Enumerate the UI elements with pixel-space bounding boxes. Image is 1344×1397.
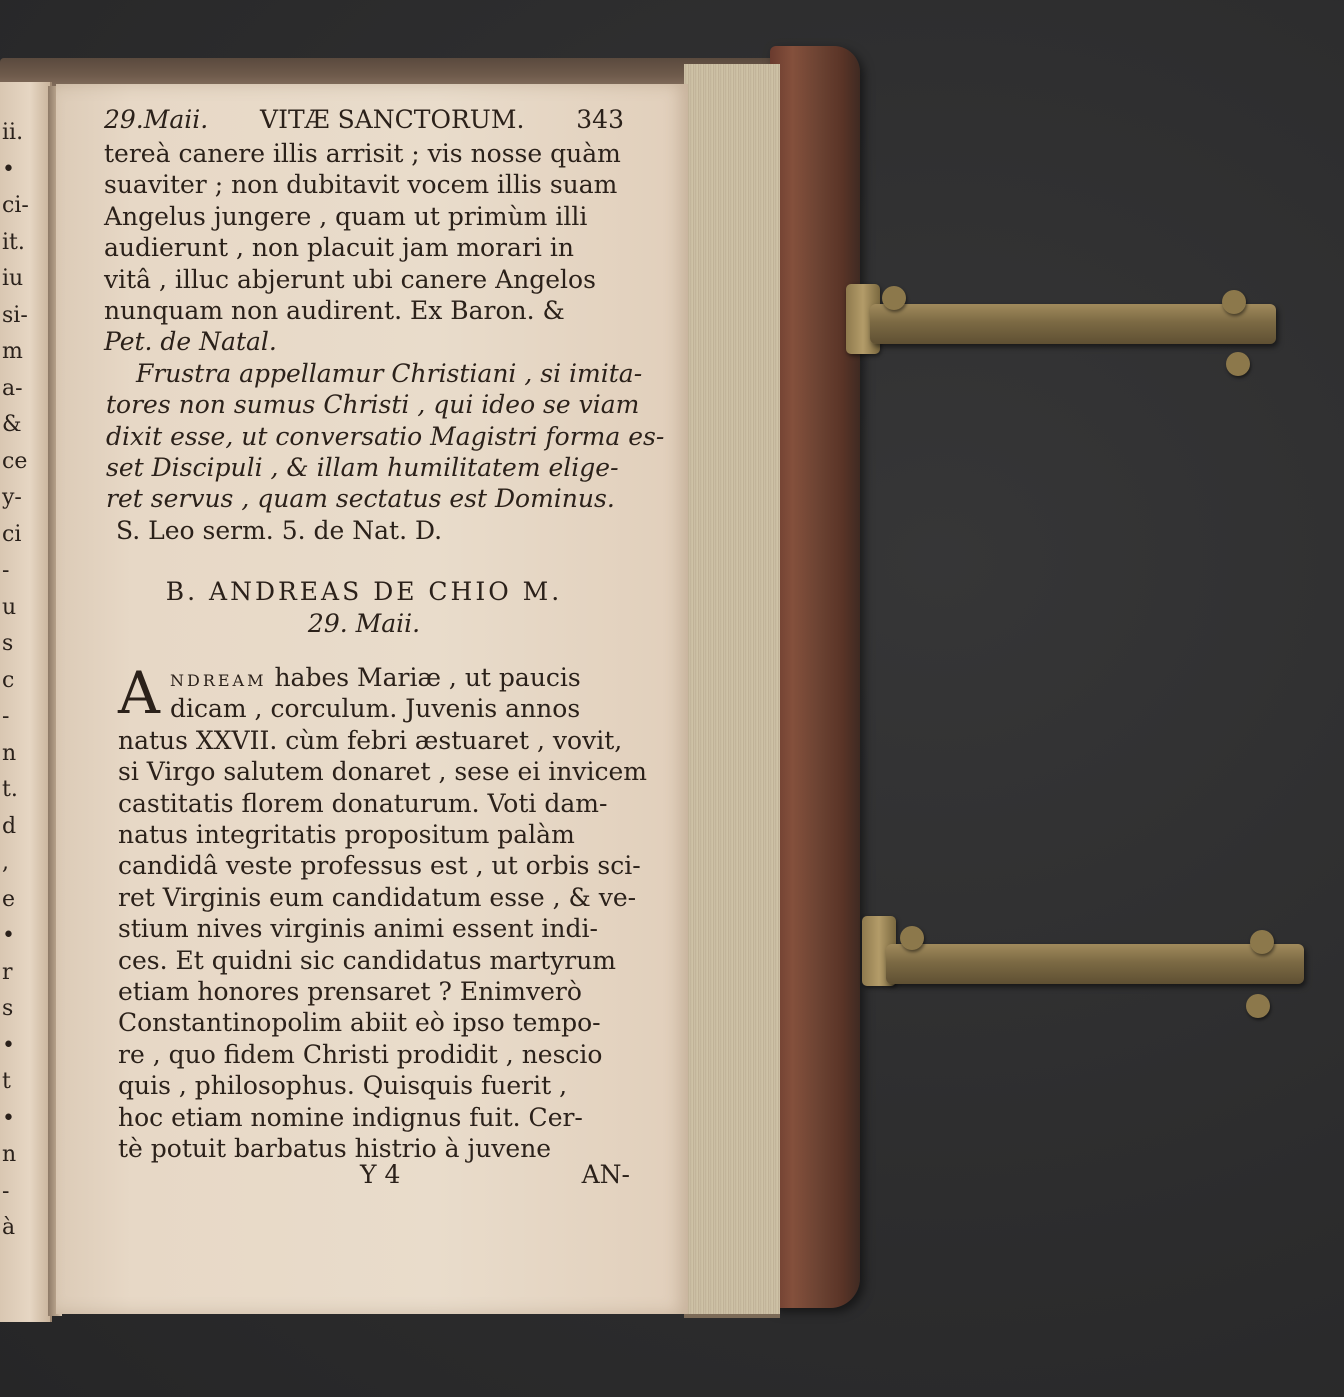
verso-text-fragment: m — [2, 339, 23, 364]
section-title: B. ANDREAS DE CHIO M. — [165, 577, 563, 607]
verso-text-fragment: y- — [2, 485, 22, 510]
verso-text-fragment: ci- — [2, 193, 29, 218]
text-line: nunquam non audirent. Ex Baron. & — [104, 295, 565, 325]
text-line: candidâ veste professus est , ut orbis sci- — [118, 851, 641, 881]
signature-mark: Y 4 — [360, 1160, 401, 1189]
text-line: tereà canere illis arrisit ; vis nosse quàm — [104, 139, 621, 168]
verso-text-fragment: , — [2, 850, 9, 875]
page-block-fore-edge — [684, 64, 780, 1318]
paragraph-2 — [104, 659, 648, 1164]
verso-text-fragment: ii. — [2, 120, 24, 145]
text-line: quis , philosophus. Quisquis fuerit , — [118, 1071, 568, 1101]
verso-text-fragment: - — [2, 1178, 10, 1204]
text-line: vitâ , illuc abjerunt ubi canere Angelos — [104, 264, 596, 294]
text-line: ret Virginis eum candidatum esse , & ve- — [118, 882, 637, 912]
text-line: castitatis florem donaturum. Voti dam- — [118, 788, 608, 818]
verso-page-fragment — [0, 82, 52, 1322]
verso-text-fragment: n — [2, 1142, 17, 1167]
verso-text-fragment: si- — [2, 302, 28, 328]
quote-line: tores non sumus Christi , qui ideo se viam — [106, 390, 640, 420]
verso-text-fragment: - — [2, 704, 10, 729]
quote-block — [104, 358, 665, 546]
quote-source: S. Leo serm. 5. de Nat. D. — [116, 515, 443, 545]
text-line: habes Mariæ , ut paucis — [274, 663, 581, 693]
running-head-title: VITÆ SANCTORUM. — [260, 105, 525, 134]
verso-text-fragment: à — [2, 1215, 16, 1240]
text-line: hoc etiam nomine indignus fuit. Cer- — [118, 1102, 583, 1132]
verso-text-fragment: a- — [2, 375, 23, 401]
text-line: etiam honores prensaret ? Enimverò — [118, 976, 582, 1006]
quote-line: set Discipuli , & illam humilitatem elige- — [106, 452, 619, 482]
text-line: dicam , corculum. Juvenis annos — [170, 694, 581, 724]
text-line: suaviter ; non dubitavit vocem illis suam — [104, 170, 618, 200]
page-number: 343 — [576, 105, 624, 134]
text-line: Angelus jungere , quam ut primùm illi — [104, 201, 588, 231]
verso-text-fragment: iu — [2, 266, 24, 291]
verso-text-fragment: e — [2, 886, 16, 912]
verso-text-fragment: s — [2, 996, 14, 1021]
quote-line: dixit esse, ut conversatio Magistri forma es- — [106, 421, 665, 451]
quote-line: Frustra appellamur Christiani , si imita- — [136, 358, 643, 388]
verso-text-fragment: • — [2, 1105, 15, 1131]
first-word: NDREAM — [170, 671, 267, 691]
section-date: 29. Maii. — [307, 609, 421, 639]
verso-text-fragment: - — [2, 558, 10, 583]
verso-text-fragment: ce — [2, 448, 28, 474]
verso-text-fragment: • — [2, 1032, 15, 1058]
text-line: re , quo fidem Christi prodidit , nescio — [118, 1039, 603, 1069]
verso-text-fragment: u — [2, 594, 17, 620]
catchword: AN- — [581, 1160, 630, 1189]
text-line: ces. Et quidni sic candidatus martyrum — [118, 945, 617, 975]
paragraph-1 — [104, 138, 624, 358]
verso-text-fragment: & — [2, 412, 22, 437]
running-head — [104, 104, 624, 138]
text-line: si Virgo salutem donaret , sese ei invicem — [118, 757, 648, 787]
verso-text-fragment: n — [2, 740, 17, 766]
text-line: natus integritatis propositum palàm — [118, 820, 575, 850]
verso-text-fragment: c — [2, 667, 15, 693]
drop-capital: A — [118, 659, 160, 728]
verso-text-fragment: r — [2, 959, 13, 985]
verso-text-fragment: it. — [2, 229, 25, 255]
text-line: Pet. de Natal. — [104, 327, 277, 357]
quote-line: ret servus , quam sectatus est Dominus. — [106, 484, 615, 514]
verso-text-fragment: • — [2, 923, 15, 948]
text-line: stium nives virginis animi essent indi- — [118, 914, 598, 944]
verso-text-fragment: t — [2, 1069, 11, 1094]
page-text — [104, 104, 665, 1164]
verso-text-fragment: • — [2, 156, 15, 182]
leather-cover-edge — [770, 46, 860, 1308]
running-head-date: 29.Maii. — [104, 105, 209, 134]
verso-text-fragment: t. — [2, 777, 18, 802]
text-line: audierunt , non placuit jam morari in — [104, 233, 574, 263]
page-footer — [360, 1160, 630, 1189]
text-line: Constantinopolim abiit eò ipso tempo- — [118, 1008, 601, 1038]
text-line: tè potuit barbatus histrio à juvene — [118, 1133, 552, 1163]
verso-text-fragment: s — [2, 631, 14, 656]
text-line: natus XXVII. cùm febri æstuaret , vovit, — [118, 725, 623, 755]
verso-text-fragment: d — [2, 813, 17, 839]
verso-text-fragment: ci — [2, 521, 22, 547]
